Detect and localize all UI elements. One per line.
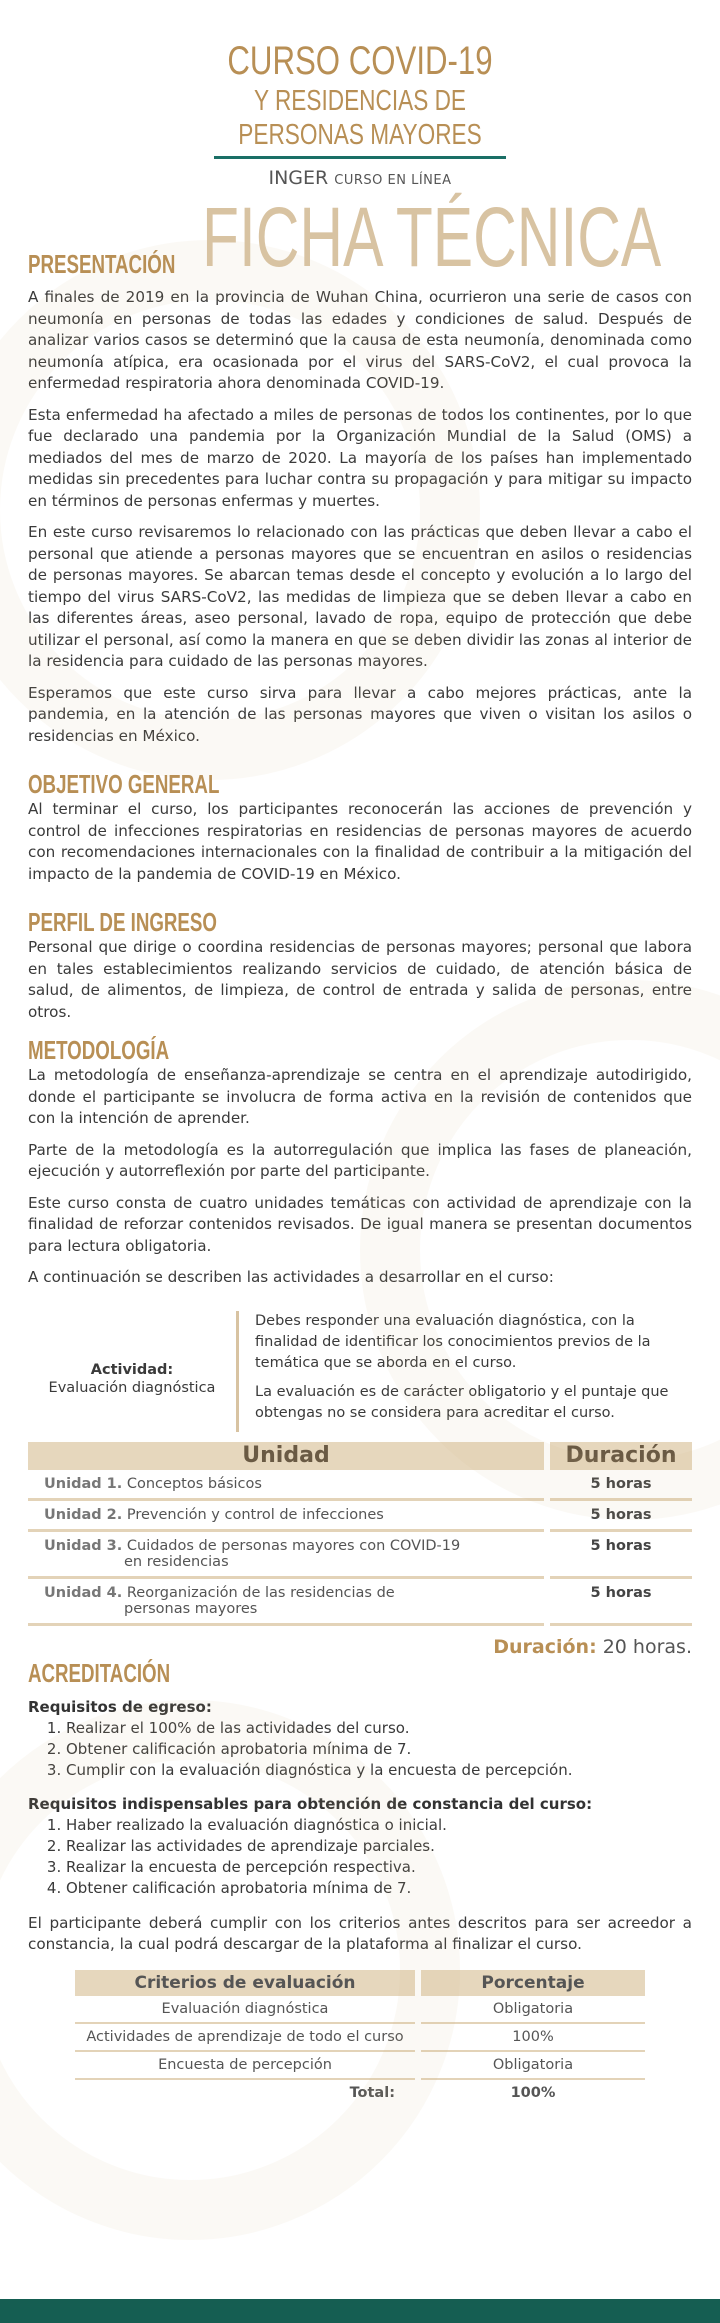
unit-cell [28,1470,544,1501]
table-row [28,1470,692,1501]
table-row [75,1996,645,2024]
total-value: 100% [510,2084,556,2101]
unit-name: Prevención y control de infecciones [126,1506,384,1523]
table-row-total [75,2080,645,2106]
activity-description [255,1311,692,1432]
total-label: Total: [349,2084,395,2101]
criteria-header-criterion: Criterios de evaluación [75,1970,415,1996]
table-row [75,2024,645,2052]
course-subtitle-2: PERSONAS MAYORES [238,119,482,151]
acreditacion-section [28,1658,692,2106]
paragraph: En este curso revisaremos lo relacionado con las prácticas que deben llevar a cabo el personal que atiende a personas mayores que se encuentran en asilos o residencias de personas mayores. Se abarcan temas desde el concepto y evolución a lo largo del tiempo del virus SARS-CoV2, las medidas de limpieza que se deben llevar a cabo en las diferentes áreas, aseo personal, lavado de ropa, equipo de protección que debe utilizar el personal, así como la manera en que se deben dividir las zonas al interior de la residencia para cuidado de las personas mayores. [28,523,692,670]
paragraph: Al terminar el curso, los participantes reconocerán las acciones de prevención y control de infecciones respiratorias en residencias de personas mayores de acuerdo con recomendaciones internacionales con la finalidad de contribuir a la mitigación del impacto de la pandemia de COVID-19 en México. [28,800,692,883]
course-subtitle-1: Y RESIDENCIAS DE [253,85,467,117]
metodologia-title: METODOLOGÍA [28,1035,170,1065]
org-name: INGER [268,167,329,189]
unit-duration: 5 horas [550,1532,692,1579]
unit-cell [28,1579,544,1626]
course-title: CURSO COVID-19 [227,39,493,83]
unit-number: Unidad 3. [44,1537,123,1554]
paragraph: Parte de la metodología es la autorregulación que implica las fases de planeación, ejecución y autorreflexión por parte del participante. [28,1140,692,1180]
objetivo-title: OBJETIVO GENERAL [28,769,220,799]
paragraph: Esperamos que este curso sirva para llevar a cabo mejores prácticas, ante la pandemia, en la atención de las personas mayores que viven o visitan los asilos o residencias en México. [28,683,692,745]
presentacion-title: PRESENTACIÓN [28,249,176,279]
paragraph: El participante deberá cumplir con los criterios antes descritos para ser acreedor a constancia, la cual podrá descargar de la plataforma al finalizar el curso. [28,1913,692,1953]
list-item: 1. Haber realizado la evaluación diagnóstica o inicial. [66,1815,692,1836]
table-row [28,1501,692,1532]
constancia-list [28,1815,692,1899]
activity-block [28,1311,692,1432]
table-row [28,1532,692,1579]
title-bar [0,189,720,287]
egreso-title: Requisitos de egreso: [28,1697,212,1716]
objetivo-section [28,769,692,885]
list-item: 2. Realizar las actividades de aprendizaje parciales. [66,1836,692,1857]
content [0,287,720,2106]
total-duration-value: 20 horas. [602,1635,692,1658]
ficha-tecnica-title: FICHA TÉCNICA [202,190,662,284]
egreso-list [28,1718,692,1781]
table-row [75,2052,645,2080]
paragraph: Este curso consta de cuatro unidades temáticas con actividad de aprendizaje con la finalidad de reforzar contenidos revisados. De igual manera se presentan documentos para lectura obligatoria. [28,1193,692,1255]
list-item: 3. Realizar la encuesta de percepción respectiva. [66,1857,692,1878]
criterion-cell: Actividades de aprendizaje de todo el curso [75,2024,415,2052]
unit-cell [28,1501,544,1532]
unit-cell [28,1532,544,1579]
unit-duration: 5 horas [550,1501,692,1532]
perfil-title: PERFIL DE INGRESO [28,907,217,937]
unit-name-cont: personas mayores [124,1600,258,1617]
paragraph: A continuación se describen las actividades a desarrollar en el curso: [28,1268,554,1286]
percentage-cell: Obligatoria [421,2052,645,2080]
activity-name: Evaluación diagnóstica [48,1379,216,1396]
list-item: 1. Realizar el 100% de las actividades del curso. [66,1718,692,1739]
presentacion-section [28,287,692,747]
activity-divider [236,1311,239,1432]
metodologia-section [28,1035,692,1658]
org-tagline: CURSO EN LÍNEA [334,173,452,188]
unit-number: Unidad 1. [44,1475,123,1492]
activity-label [28,1311,236,1432]
list-item: 3. Cumplir con la evaluación diagnóstica y la encuesta de percepción. [66,1760,692,1781]
unit-duration: 5 horas [550,1470,692,1501]
header-divider [214,156,506,159]
total-duration-label: Duración: [493,1635,597,1658]
list-item: 4. Obtener calificación aprobatoria mínima de 7. [66,1878,692,1899]
criteria-table [75,1970,645,2106]
unit-name: Reorganización de las residencias de [126,1584,395,1601]
list-item: 2. Obtener calificación aprobatoria mínima de 7. [66,1739,692,1760]
paragraph: Esta enfermedad ha afectado a miles de personas de todos los continentes, por lo que fue declarado una pandemia por la Organización Mundial de la Salud (OMS) a mediados del mes de marzo de 2020. La mayoría de los países han implementado medidas sin precedentes para luchar contra su propagación y para mitigar su impacto en términos de personas enfermas y muertes. [28,405,692,510]
unit-duration: 5 horas [550,1579,692,1626]
activity-text: La evaluación es de carácter obligatorio y el puntaje que obtengas no se considera para acreditar el curso. [255,1383,669,1421]
paragraph: La metodología de enseñanza-aprendizaje se centra en el aprendizaje autodirigido, donde el participante se involucra de forma activa en la revisión de contenidos que con la intención de aprender. [28,1066,692,1127]
table-row [28,1579,692,1626]
unit-name: Cuidados de personas mayores con COVID-19 [126,1537,461,1554]
constancia-title: Requisitos indispensables para obtención de constancia del curso: [28,1794,593,1813]
criterion-cell: Encuesta de percepción [75,2052,415,2080]
criteria-header-percentage: Porcentaje [421,1970,645,1996]
paragraph: A finales de 2019 en la provincia de Wuhan China, ocurrieron una serie de casos con neumonía en personas de todas las edades y condiciones de salud. Después de analizar varios casos se determinó que la causa de esta neumonía, denominada como neumonía atípica, era ocasionada por el virus del SARS-CoV2, el cual provoca la enfermedad respiratoria ahora denominada COVID-19. [28,288,692,392]
percentage-cell: 100% [421,2024,645,2052]
units-header-duration: Duración [550,1442,692,1470]
activity-text: Debes responder una evaluación diagnóstica, con la finalidad de identificar los conocimientos previos de la temática que se aborda en el curso. [255,1312,651,1371]
footer-bar [0,2299,720,2323]
total-duration [28,1636,692,1658]
activity-label-title: Actividad: [90,1361,174,1378]
perfil-section [28,907,692,1023]
paragraph: Personal que dirige o coordina residencias de personas mayores; personal que labora en tales establecimientos realizando servicios de cuidado, de atención básica de salud, de alimentos, de limpieza, de control de entrada y salida de personas, entre otros. [28,938,692,1021]
unit-name-cont: en residencias [124,1553,229,1570]
acreditacion-title: ACREDITACIÓN [28,1657,171,1688]
unit-number: Unidad 4. [44,1584,123,1601]
units-header-unit: Unidad [28,1442,544,1470]
units-table [28,1442,692,1626]
unit-name: Conceptos básicos [126,1475,262,1492]
percentage-cell: Obligatoria [421,1996,645,2024]
org-line [0,167,720,189]
course-header [0,0,720,189]
criterion-cell: Evaluación diagnóstica [75,1996,415,2024]
unit-number: Unidad 2. [44,1506,123,1523]
